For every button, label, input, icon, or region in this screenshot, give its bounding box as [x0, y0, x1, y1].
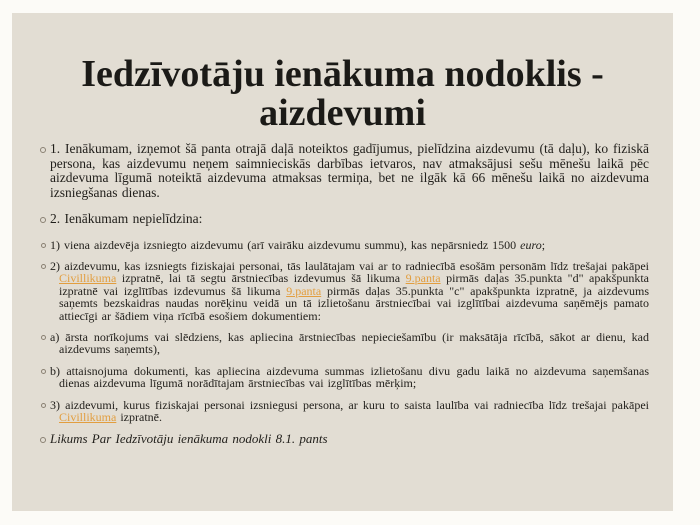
slide-title-line2: aizdevumi [259, 92, 426, 134]
text-segment: pirmās daļas 35.punkta "c" apakšpunkta izpratnē, ja aizdevums saņemts bezskaidras naudas norēķinu veidā un tā izlietošanu ārstniecībai vai izglītībai aizdevuma saņēmējs pamato attiecīgi ar šādiem viņa rīcībā esošiem dokumentiem: [59, 283, 650, 323]
bullet-item [38, 212, 649, 227]
text-segment: ; [541, 237, 546, 252]
bullet-item [38, 260, 649, 322]
text-segment: 3) aizdevumi, kurus fiziskajai personai izsniegusi persona, ar kuru to saista laulība vai radniecība līdz trešajai pakāpei [50, 397, 649, 412]
bullet-item [38, 365, 649, 390]
text-segment: izpratnē. [116, 409, 162, 424]
inline-link[interactable]: 9.panta [405, 271, 441, 286]
bullet-item [38, 331, 649, 356]
text-segment: pirmās daļas 35.punkta "d" apakšpunkta izpratnē vai izglītības izdevumus šā likuma [59, 271, 649, 298]
text-segment: 2) aizdevumu, kas izsniegts fiziskajai personai, tās laulātajam vai ar to radniecībā esošām personām līdz trešajai pakāpei [50, 258, 649, 273]
bullet-text [50, 331, 649, 356]
bullet-marker-icon [38, 331, 50, 356]
slide-title [12, 55, 673, 133]
text-segment: izpratnē, lai tā segtu ārstniecības izdevumus šā likuma [116, 271, 406, 286]
bullet-text [50, 212, 649, 227]
text-segment: b) attaisnojuma dokumenti, kas apliecina aizdevuma summas izlietošanu divu gadu laikā no aizdevuma saņemšanas dienas aizdevuma līgumā norādītajam ārstniecības vai izglītības mērķim; [50, 363, 649, 391]
bullet-list [38, 142, 649, 447]
text-segment: 2. Ienākumam nepielīdzina: [50, 211, 203, 226]
text-segment: 1) viena aizdevēja izsniegto aizdevumu (arī vairāku aizdevumu summu), kas nepārsniedz 1500 [50, 237, 521, 252]
slide [12, 13, 673, 511]
bullet-marker-icon [38, 399, 50, 424]
bullet-text [50, 432, 649, 447]
source-reference-item [38, 432, 649, 447]
bullet-item [38, 142, 649, 200]
bullet-marker-icon [38, 260, 50, 322]
text-segment: Likums Par Iedzīvotāju ienākuma nodokli 8.1. pants [50, 431, 328, 447]
bullet-marker-icon [38, 239, 50, 251]
bullet-marker-icon [38, 432, 50, 447]
bullet-item [38, 239, 649, 251]
bullet-text [50, 399, 649, 424]
bullet-marker-icon [38, 142, 50, 200]
inline-link[interactable]: Civillikuma [59, 409, 117, 424]
bullet-text [50, 239, 649, 251]
inline-link[interactable]: Civillikuma [59, 271, 117, 286]
inline-link[interactable]: 9.panta [286, 283, 322, 298]
bullet-marker-icon [38, 365, 50, 390]
text-segment: 1. Ienākumam, izņemot šā panta otrajā daļā noteiktos gadījumus, pielīdzina aizdevumu (tā daļu), ko fiziskā persona, kas aizdevumu neņem saimnieciskās darbības ietvaros, nav atmaksājusi sešu mēnešu laikā pēc aizdevuma līgumā noteiktā aizdevuma atmaksas termiņa, bet ne ilgāk kā 66 mēnešu laikā no aizdevuma izsniegšanas dienas. [50, 141, 649, 200]
text-segment: a) ārsta norīkojums vai slēdziens, kas apliecina ārstniecības nepieciešamību (ir maksātāja rīcībā, sākot ar dienu, kad aizdevums saņemts), [50, 329, 649, 357]
bullet-text [50, 365, 649, 390]
bullet-item [38, 399, 649, 424]
italic-text-segment: euro [520, 237, 542, 252]
slide-title-line1: Iedzīvotāju ienākuma nodoklis - [81, 53, 604, 95]
bullet-marker-icon [38, 212, 50, 227]
bullet-text [50, 260, 649, 322]
bullet-text [50, 142, 649, 200]
